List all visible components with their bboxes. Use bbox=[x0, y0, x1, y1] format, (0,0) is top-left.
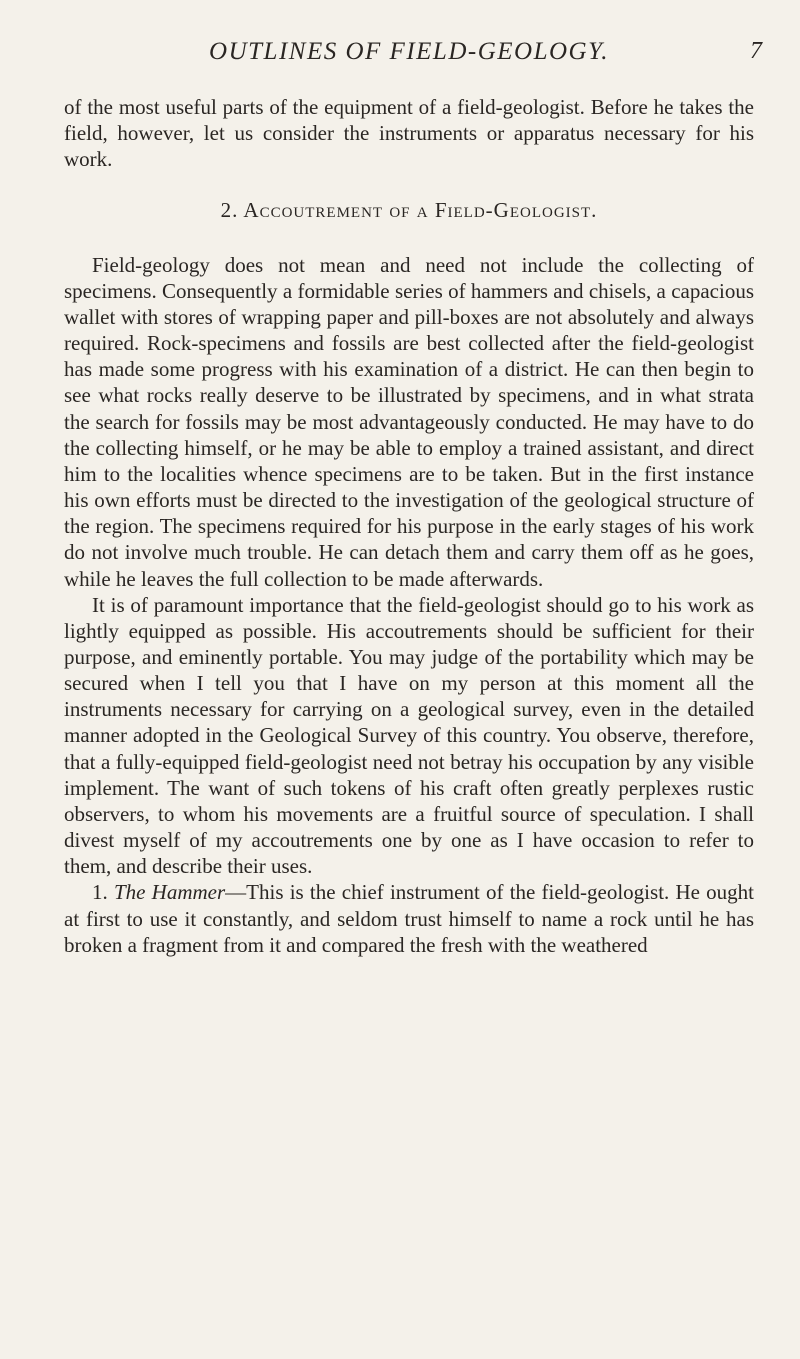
hammer-title: The Hammer bbox=[113, 880, 226, 905]
section-heading: 2. Accoutrement of a Field-Geologist. bbox=[220, 198, 598, 223]
intro-paragraph: of the most useful parts of the equipment of a field-geologist. Before he takes the field, however, let us consider the instruments or apparatus necessary for his work. bbox=[64, 95, 754, 172]
paragraph-hammer bbox=[64, 879, 754, 957]
running-head bbox=[64, 0, 762, 65]
hammer-text: —This is the chief instrument of the field-geologist. He ought at first to use it constantly, and seldom trust himself to name a rock until he has broken a fragment from it and compared the fresh with the weathered bbox=[64, 880, 755, 957]
running-title: OUTLINES OF FIELD-GEOLOGY. bbox=[209, 38, 609, 65]
paragraph-field-geology: Field-geology does not mean and need not include the collecting of specimens. Consequently a formidable series of hammers and chisels, a capacious wallet with stores of wrapping paper and pill-boxes are not absolutely and always required. Rock-specimens and fossils are best collected after the field-geologist has made some progress with his examination of a district. He can then begin to see what rocks really deserve to be illustrated by specimens, and in what strata the search for fossils may be most advantageously conducted. He may have to do the collecting himself, or he may be able to employ a trained assistant, and direct him to the localities whence specimens are to be taken. But in the first instance his own efforts must be directed to the investigation of the geological structure of the region. The specimens required for his purpose in the early stages of his work do not involve much trouble. He can detach them and carry them off as he goes, while he leaves the full collection to be made afterwards. bbox=[64, 252, 754, 591]
paragraph-portability: It is of paramount importance that the field-geologist should go to his work as lightly equipped as possible. His accoutrements should be sufficient for their purpose, and eminently portable. You may judge of the portability which may be secured when I tell you that I have on my person at this moment all the instruments necessary for carrying on a geological survey, even in the detailed manner adopted in the Geological Survey of this country. You observe, therefore, that a fully-equipped field-geologist need not betray his occupation by any visible implement. The want of such tokens of his craft often greatly perplexes rustic observers, to whom his movements are a fruitful source of speculation. I shall divest myself of my accoutrements one by one as I have occasion to refer to them, and describe their uses. bbox=[64, 592, 754, 879]
book-page bbox=[64, 0, 762, 958]
page-number: 7 bbox=[750, 38, 762, 64]
hammer-number: 1. bbox=[92, 880, 108, 905]
body-text bbox=[64, 94, 754, 958]
